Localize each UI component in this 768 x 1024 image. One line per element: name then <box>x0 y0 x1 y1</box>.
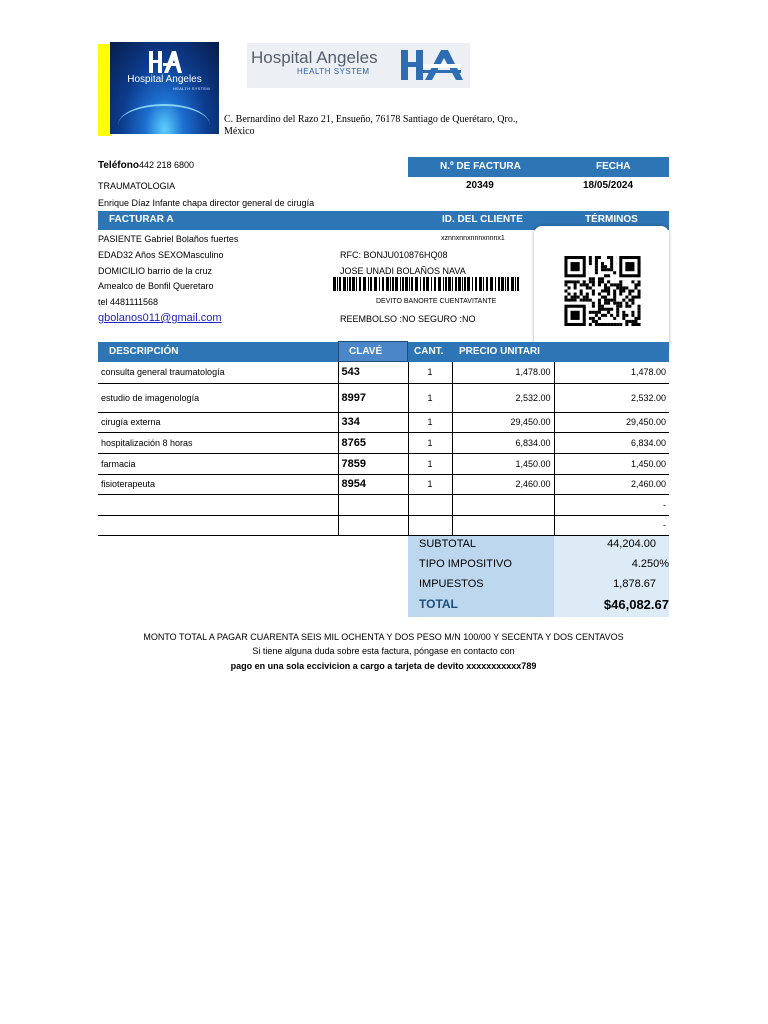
address-line2: México <box>224 126 255 137</box>
row-amount: 6,834.00 <box>554 432 669 453</box>
invoice-number-label: N.º DE FACTURA <box>440 161 521 172</box>
contact-note: Si tiene alguna duda sobre esta factura, póngase en contacto con <box>252 646 515 656</box>
invoice-date: 18/05/2024 <box>583 180 634 191</box>
table-row <box>98 515 669 535</box>
row-code: 334 <box>338 412 408 432</box>
patient-email-link[interactable]: gbolanos011@gmail.com <box>98 312 222 324</box>
table-row <box>98 432 669 453</box>
phone-line <box>98 160 194 171</box>
row-code <box>338 494 408 515</box>
row-amount: - <box>554 515 669 535</box>
logo-right-sub: HEALTH SYSTEM <box>297 67 370 76</box>
taxes-value: 1,878.67 <box>613 578 656 590</box>
row-amount: 1,478.00 <box>554 362 669 383</box>
client-id: xznnxnnxnnnxnnnx1 <box>441 235 505 242</box>
invoice-number: 20349 <box>466 180 494 191</box>
tax-rate-label: TIPO IMPOSITIVO <box>419 558 512 570</box>
row-qty: 1 <box>408 383 452 412</box>
doctor-line: Enrique Díaz Infante chapa director general de cirugía <box>98 198 315 208</box>
row-amount: 2,532.00 <box>554 383 669 412</box>
invoice-date-label: FECHA <box>596 161 631 172</box>
row-description: consulta general traumatología <box>98 362 338 383</box>
items-table <box>98 362 669 536</box>
client-id-label: ID. DEL CLIENTE <box>442 214 523 225</box>
table-row <box>98 494 669 515</box>
row-code: 8765 <box>338 432 408 453</box>
tax-rate-value: 4.250% <box>631 558 669 570</box>
totals-values-panel <box>554 536 669 617</box>
row-unit-price <box>452 494 554 515</box>
table-row <box>98 474 669 494</box>
row-qty: 1 <box>408 362 452 383</box>
qr-code-card <box>534 226 669 353</box>
row-unit-price <box>452 515 554 535</box>
table-row <box>98 383 669 412</box>
client-rfc: RFC: BONJU010876HQ08 <box>340 250 448 260</box>
logo-left-name: Hospital Angeles <box>127 74 202 85</box>
phone-value: 442 218 6800 <box>138 160 194 170</box>
qr-code-icon <box>564 256 641 326</box>
row-description <box>98 494 338 515</box>
row-description <box>98 515 338 535</box>
logo-glow-arc <box>118 104 210 134</box>
reimbursement-line: REEMBOLSO :NO SEGURO :NO <box>340 314 476 324</box>
row-description: farmacia <box>98 453 338 474</box>
payment-method: DEVITO BANORTE CUENTAVITANTE <box>376 298 497 305</box>
totals-labels-panel <box>408 536 554 617</box>
row-amount: 2,460.00 <box>554 474 669 494</box>
subtotal-value: 44,204.00 <box>607 538 656 550</box>
row-unit-price: 2,532.00 <box>452 383 554 412</box>
row-unit-price: 1,450.00 <box>452 453 554 474</box>
amount-in-words: MONTO TOTAL A PAGAR CUARENTA SEIS MIL OCHENTA Y DOS PESO M/N 100/00 Y SECENTA Y DOS CENTAVOS <box>143 632 624 642</box>
row-code: 543 <box>338 362 408 383</box>
row-unit-price: 1,478.00 <box>452 362 554 383</box>
total-label: TOTAL <box>419 597 458 611</box>
department: TRAUMATOLOGIA <box>98 181 176 191</box>
col-code: CLAVÉ <box>349 346 383 357</box>
subtotal-label: SUBTOTAL <box>419 538 477 550</box>
phone-label: Teléfono <box>98 160 139 171</box>
row-amount: 29,450.00 <box>554 412 669 432</box>
patient-age-sex: EDAD32 Años SEXOMasculino <box>98 250 224 260</box>
col-unit-price: PRECIO UNITARI <box>459 346 540 357</box>
row-amount: 1,450.00 <box>554 453 669 474</box>
hospital-logo-right <box>247 43 470 88</box>
table-row <box>98 453 669 474</box>
col-qty: CANT. <box>414 346 444 357</box>
row-qty: 1 <box>408 412 452 432</box>
patient-address-1: DOMICILIO barrio de la cruz <box>98 266 213 276</box>
row-unit-price: 29,450.00 <box>452 412 554 432</box>
row-qty: 1 <box>408 432 452 453</box>
bill-to-label: FACTURAR A <box>109 214 174 225</box>
row-code: 7859 <box>338 453 408 474</box>
total-value: $46,082.67 <box>603 597 669 612</box>
row-qty <box>408 515 452 535</box>
patient-tel: tel 4481111568 <box>98 297 159 307</box>
barcode-icon <box>333 277 521 291</box>
row-code: 8997 <box>338 383 408 412</box>
row-unit-price: 2,460.00 <box>452 474 554 494</box>
row-unit-price: 6,834.00 <box>452 432 554 453</box>
patient-address-2: Amealco de Bonfil Queretaro <box>98 281 214 291</box>
row-amount: - <box>554 494 669 515</box>
row-description: hospitalización 8 horas <box>98 432 338 453</box>
row-description: fisioterapeuta <box>98 474 338 494</box>
table-row <box>98 412 669 432</box>
row-description: cirugía externa <box>98 412 338 432</box>
col-description: DESCRIPCIÓN <box>109 346 179 357</box>
ha-monogram-icon <box>146 48 182 76</box>
client-name: JOSE UNADI BOLAÑOS NAVA <box>340 266 466 276</box>
payment-note: pago en una sola eccivicion a cargo a tarjeta de devito xxxxxxxxxxx789 <box>230 661 537 671</box>
logo-left-sub: HEALTH SYSTEM <box>173 86 210 91</box>
row-qty: 1 <box>408 474 452 494</box>
row-qty <box>408 494 452 515</box>
row-description: estudio de imagenología <box>98 383 338 412</box>
hospital-address <box>224 114 554 138</box>
row-qty: 1 <box>408 453 452 474</box>
row-code: 8954 <box>338 474 408 494</box>
terms-label: TÉRMINOS <box>585 214 638 225</box>
hospital-logo-left <box>110 42 219 134</box>
ha-monogram-icon <box>397 46 465 84</box>
taxes-label: IMPUESTOS <box>419 578 484 590</box>
invoice-header-bar <box>408 157 669 177</box>
logo-right-name: Hospital Angeles <box>251 48 378 67</box>
patient-name: PASIENTE Gabriel Bolaños fuertes <box>98 234 239 244</box>
address-line1: C. Bernardino del Razo 21, Ensueño, 76178 Santiago de Querétaro, Qro., <box>224 114 518 125</box>
row-code <box>338 515 408 535</box>
table-row <box>98 362 669 383</box>
